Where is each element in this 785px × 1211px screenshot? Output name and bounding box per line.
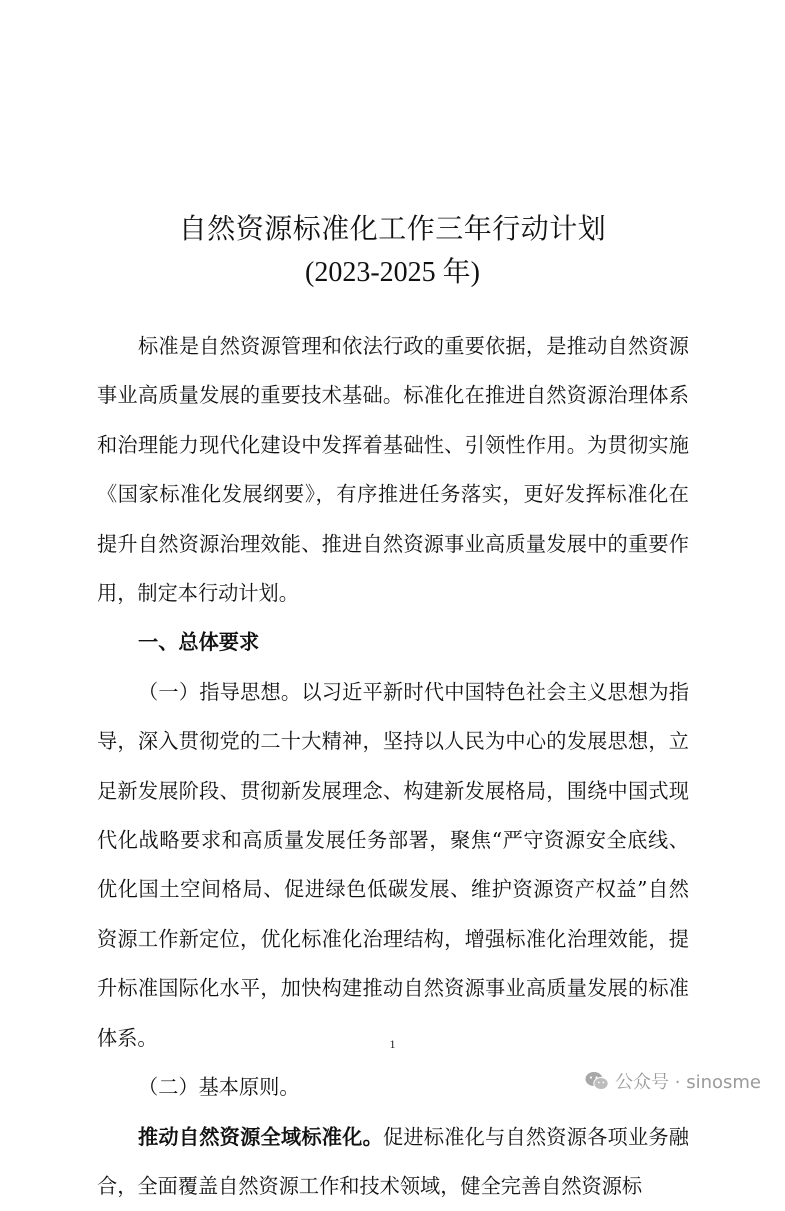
intro-paragraph: 标准是自然资源管理和依法行政的重要依据，是推动自然资源事业高质量发展的重要技术基础。标准化在推进自然资源治理体系和治理能力现代化建设中发挥着基础性、引领性作用。为贯彻实施《国家标准化发展纲要》，有序推进任务落实，更好发挥标准化在提升自然资源治理效能、推进自然资源事业高质量发展中的重要作用，制定本行动计划。 <box>97 322 689 618</box>
wechat-icon <box>585 1071 609 1091</box>
basic-principles-heading: （二）基本原则。 <box>97 1063 689 1112</box>
principle-paragraph <box>97 1113 689 1211</box>
subsection-text: 以习近平新时代中国特色社会主义思想为指导，深入贯彻党的二十大精神，坚持以人民为中心的发展思想，立足新发展阶段、贯彻新发展理念、构建新发展格局，围绕中国式现代化战略要求和高质量发展任务部署，聚焦“严守资源安全底线、优化国土空间格局、促进绿色低碳发展、维护资源资产权益”自然资源工作新定位，优化标准化治理结构，增强标准化治理效能，提升标准国际化水平，加快构建推动自然资源事业高质量发展的标准体系。 <box>97 680 689 1050</box>
section-heading: 一、总体要求 <box>97 618 689 667</box>
guiding-ideology-paragraph <box>97 668 689 1063</box>
principle-lead: 推动自然资源全域标准化。 <box>138 1125 383 1149</box>
document-title: 自然资源标准化工作三年行动计划 <box>0 207 785 247</box>
watermark-text: 公众号 · sinosme <box>615 1068 761 1094</box>
principle-text: 促进标准化与自然资源各项业务融合，全面覆盖自然资源工作和技术领域，健全完善自然资源标 <box>97 1125 689 1198</box>
document-subtitle: (2023-2025 年) <box>0 250 785 290</box>
watermark <box>585 1068 761 1094</box>
page-number: 1 <box>0 1037 785 1052</box>
subsection-label: （一）指导思想。 <box>138 680 301 704</box>
